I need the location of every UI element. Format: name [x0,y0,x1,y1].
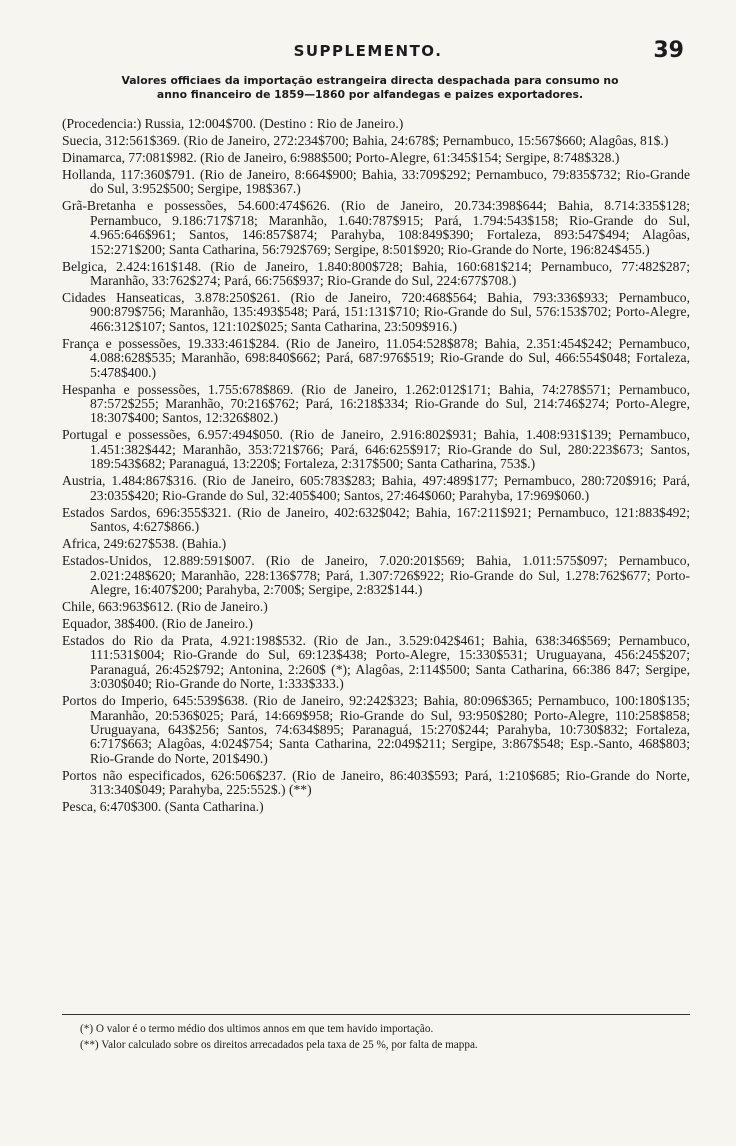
page-number: 39 [653,38,684,63]
entry-hollanda: Hollanda, 117:360$791. (Rio de Janeiro, 8:664$900; Bahia, 33:709$292; Pernambuco, 79:835$732; Rio-Grande do Sul, 3:952$500; Sergipe, 198$367.) [62,167,690,197]
entry-hespanha: Hespanha e possessões, 1.755:678$869. (Rio de Janeiro, 1.262:012$171; Bahia, 74:278$571; Pernambuco, 87:572$255; Maranhão, 70:216$762; Pará, 16:218$334; Rio-Grande do Sul, 214:746$274; Porto-Alegre, 18:307$400; Santos, 12:326$802.) [62,381,690,426]
heading-line-1: Valores officiaes da importação estrangeira directa despachada para consumo no [121,74,619,87]
entry-portos-nao-especificados: Portos não especificados, 626:506$237. (Rio de Janeiro, 86:403$593; Pará, 1:210$685; Rio-Grande do Norte, 313:340$049; Parahyba, 225:552$.) (**) [62,767,690,798]
entry-franca: França e possessões, 19.333:461$284. (Rio de Janeiro, 11.054:528$878; Bahia, 2.351:454$242; Pernambuco, 4.088:628$535; Maranhão, 698:840$662; Pará, 687:976$519; Rio-Grande do Sul, 466:554$048; Fortaleza, 5:478$400.) [62,335,690,380]
entry-russia: (Procedencia:) Russia, 12:004$700. (Destino : Rio de Janeiro.) [62,116,404,131]
footnote-2: (**) Valor calculado sobre os direitos arrecadados pela taxa de 25 %, por falta de mappa. [80,1039,478,1051]
entry-portos-do-imperio: Portos do Imperio, 645:539$638. (Rio de Janeiro, 92:242$323; Bahia, 80:096$365; Pernambuco, 100:180$135; Maranhão, 20:536$025; Pará, 14:669$958; Rio-Grande do Sul, 93:950$280; Porto-Alegre, 110:258$858; Uruguayana, 643$256; Santos, 74:634$895; Paranaguá, 15:270$244; Parahyba, 10:730$832; Fortaleza, 6:717$663; Alagôas, 4:024$754; Santa Catharina, 22:049$211; Sergipe, 3:867$548; Esp.-Santo, 468$803; Rio-Grande do Norte, 201$490.) [62,693,690,766]
entry-austria: Austria, 1.484:867$316. (Rio de Janeiro, 605:783$283; Bahia, 497:489$177; Pernambuco, 280:720$916; Pará, 23:035$420; Rio-Grande do Sul, 32:405$400; Santos, 27:464$060; Parahyba, 17:969$060.) [62,473,690,503]
footnote-divider [62,1014,690,1015]
footnotes [80,1021,680,1053]
entry-cidades-hanseaticas: Cidades Hanseaticas, 3.878:250$261. (Rio de Janeiro, 720:468$564; Bahia, 793:336$933; Pernambuco, 900:879$756; Maranhão, 135:493$548; Pará, 151:131$710; Rio-Grande do Sul, 576:153$702; Porto-Alegre, 466:312$107; Santos, 121:102$025; Santa Catharina, 23:509$916.) [62,290,690,334]
entry-estados-unidos: Estados-Unidos, 12.889:591$007. (Rio de Janeiro, 7.020:201$569; Bahia, 1.011:575$097; Pernambuco, 2.021:248$620; Maranhão, 228:136$778; Pará, 1.307:726$922; Rio-Grande do Sul, 1.278:762$677; Porto-Alegre, 16:407$200; Parahyba, 2:700$; Sergipe, 2:832$144.) [62,553,690,597]
entry-dinamarca: Dinamarca, 77:081$982. (Rio de Janeiro, 6:988$500; Porto-Alegre, 61:345$154; Sergipe, 8:748$328.) [62,150,620,165]
entry-estados-sardos: Estados Sardos, 696:355$321. (Rio de Janeiro, 402:632$042; Bahia, 167:211$921; Pernambuco, 121:883$492; Santos, 4:627$866.) [62,504,690,535]
entry-portugal: Portugal e possessões, 6.957:494$050. (Rio de Janeiro, 2.916:802$931; Bahia, 1.408:931$139; Pernambuco, 1.451:382$442; Maranhão, 353:721$766; Pará, 646:625$917; Rio-Grande do Sul, 280:223$673; Santos, 189:543$682; Paranaguá, 13:220$; Fortaleza, 2:317$500; Santa Catharina, 753$.) [62,427,690,472]
entry-pesca: Pesca, 6:470$300. (Santa Catharina.) [62,799,264,815]
running-title: SUPPLEMENTO. [293,42,443,60]
running-head [0,40,736,70]
table-heading [64,74,676,102]
entry-belgica: Belgica, 2.424:161$148. (Rio de Janeiro, 1.840:800$728; Bahia, 160:681$214; Pernambuco, 77:482$287; Maranhão, 33:762$274; Pará, 66:756$937; Rio-Grande do Sul, 224:677$708.) [62,258,690,289]
entry-gra-bretanha: Grã-Bretanha e possessões, 54.600:474$626. (Rio de Janeiro, 20.734:398$644; Bahia, 8.714:335$128; Pernambuco, 9.186:717$718; Maranhão, 1.640:787$915; Pará, 1.794:543$158; Rio-Grande do Sul, 4.965:646$961; Santos, 146:857$874; Parahyba, 108:849$390; Fortaleza, 893:547$494; Alagôas, 152:271$200; Santa Catharina, 56:792$769; Sergipe, 8:501$920; Rio-Grande do Norte, 196:824$455.) [62,198,690,257]
entry-chile: Chile, 663:963$612. (Rio de Janeiro.) [62,598,268,614]
entry-rio-da-prata: Estados do Rio da Prata, 4.921:198$532. (Rio de Jan., 3.529:042$461; Bahia, 638:346$569; Pernambuco, 111:531$004; Rio-Grande do Sul, 69:123$438; Porto-Alegre, 15:330$531; Uruguayana, 456:245$207; Paranaguá, 26:452$792; Antonina, 2:260$ (*); Alagôas, 2:114$500; Santa Catharina, 66:386 847; Sergipe, 3:030$040; Rio-Grande do Norte, 1:333$333.) [62,632,690,692]
entry-suecia: Suecia, 312:561$369. (Rio de Janeiro, 272:234$700; Bahia, 24:678$; Pernambuco, 15:567$660; Alagôas, 81$.) [62,133,669,148]
entry-equador: Equador, 38$400. (Rio de Janeiro.) [62,615,253,631]
entry-africa: Africa, 249:627$538. (Bahia.) [62,536,227,552]
entries-list [62,117,690,817]
footnote-1: (*) O valor é o termo médio dos ultimos annos em que tem havido importação. [80,1023,434,1035]
heading-line-2: anno financeiro de 1859—1860 por alfandegas e paizes exportadores. [156,88,584,101]
